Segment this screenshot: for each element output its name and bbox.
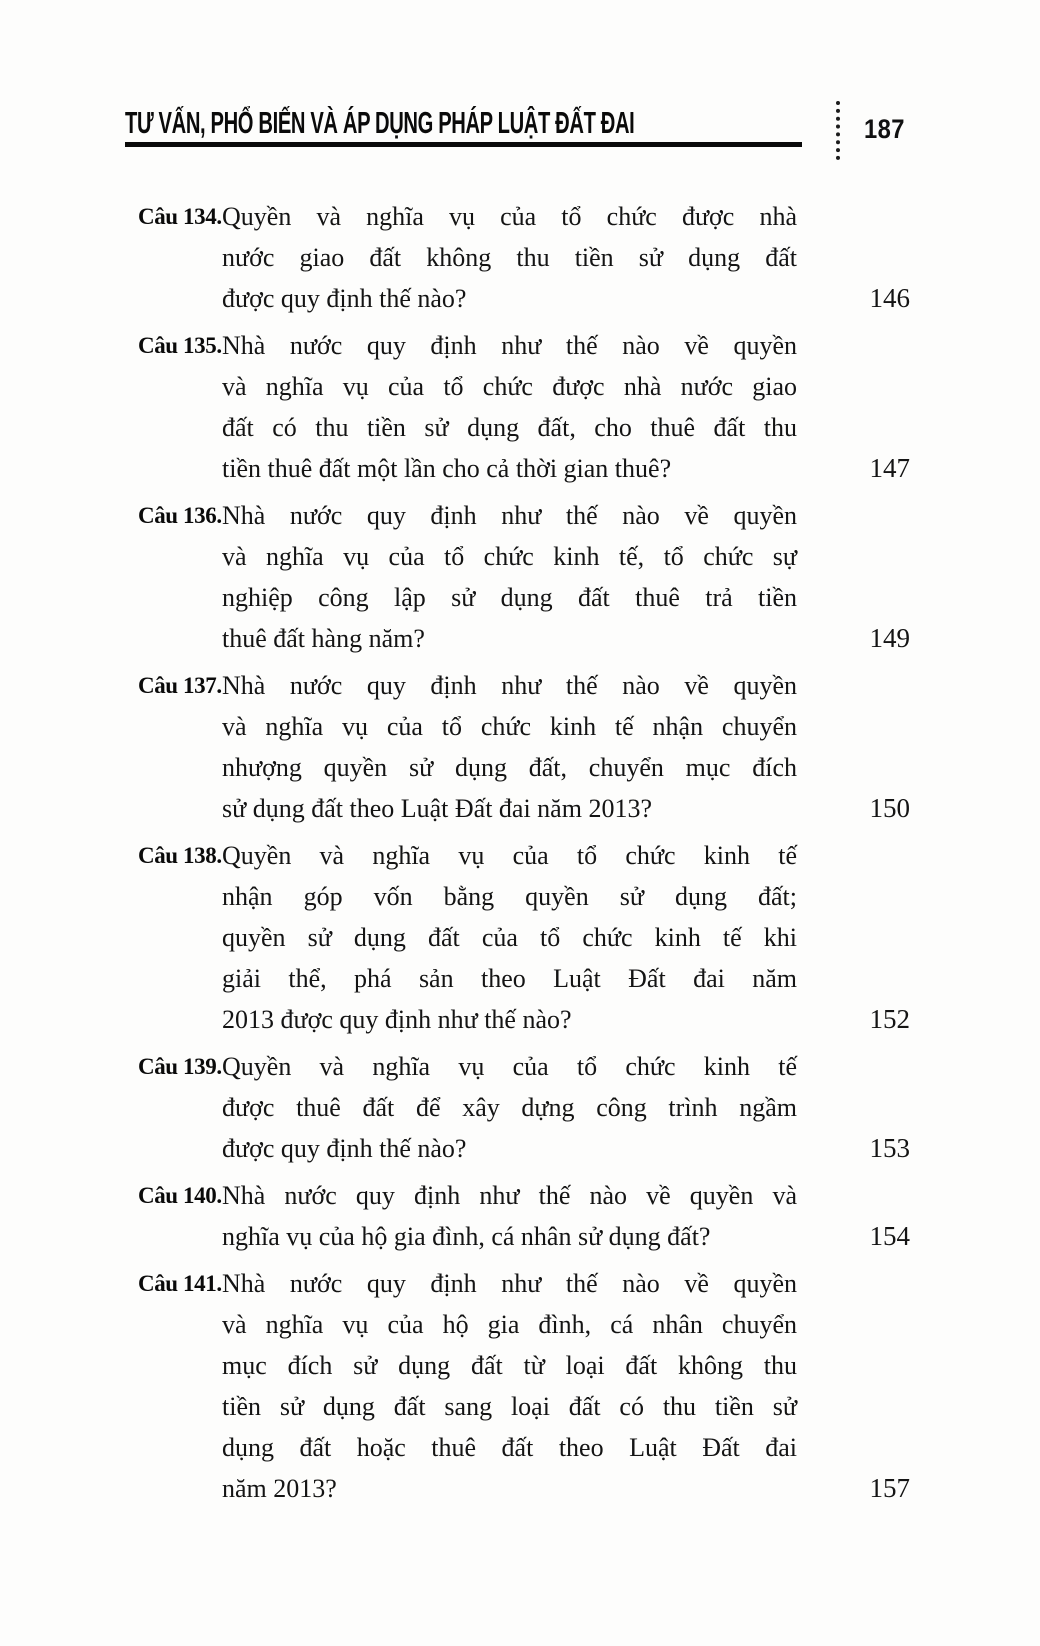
toc-entry-line: mục đích sử dụng đất từ loại đất không thu — [222, 1351, 797, 1380]
toc-entry-text — [222, 1263, 797, 1509]
toc-entry-line: được quy định thế nào? — [222, 1134, 467, 1163]
toc-entry-page-number: 154 — [869, 1221, 910, 1251]
toc-entry — [138, 1175, 910, 1257]
toc-entry-label: Câu 141. — [138, 1271, 222, 1296]
toc-entry-page-number: 146 — [869, 283, 910, 313]
toc-entry-label: Câu 135. — [138, 333, 222, 358]
toc-entry-line: Quyền và nghĩa vụ của tổ chức được nhà — [222, 202, 797, 231]
toc-entry-line: quyền sử dụng đất của tổ chức kinh tế khi — [222, 923, 797, 952]
toc-entry-page-number: 150 — [869, 793, 910, 823]
toc-entry — [138, 1046, 910, 1169]
toc-entry-line: nghiệp công lập sử dụng đất thuê trả tiền — [222, 583, 797, 612]
toc-entry-line: và nghĩa vụ của tổ chức kinh tế, tổ chức sự — [222, 542, 797, 571]
toc-entry-line: và nghĩa vụ của hộ gia đình, cá nhân chuyển — [222, 1310, 797, 1339]
toc-entry — [138, 835, 910, 1040]
toc-entry-page-number: 147 — [869, 453, 910, 483]
toc-entry-text — [222, 325, 797, 489]
toc-entry-line: tiền sử dụng đất sang loại đất có thu tiền sử — [222, 1392, 797, 1421]
toc-entry — [138, 665, 910, 829]
toc-entry-line: Nhà nước quy định như thế nào về quyền — [222, 1269, 797, 1298]
toc-entry — [138, 1263, 910, 1509]
toc-entry-line: Nhà nước quy định như thế nào về quyền và — [222, 1181, 797, 1210]
toc-entry-text — [222, 1175, 797, 1257]
toc-entry-label: Câu 139. — [138, 1054, 222, 1079]
toc-entry-line: Quyền và nghĩa vụ của tổ chức kinh tế — [222, 1052, 797, 1081]
header-page-number: 187 — [864, 114, 905, 144]
toc-entry-page-number: 153 — [869, 1133, 910, 1163]
toc-entry-label: Câu 136. — [138, 503, 222, 528]
toc-entry-line: nhận góp vốn bằng quyền sử dụng đất; — [222, 882, 797, 911]
dotted-divider-line — [836, 101, 840, 160]
book-title: TƯ VẤN, PHỔ BIẾN VÀ ÁP DỤNG PHÁP LUẬT ĐẤT ĐAI — [125, 106, 635, 140]
toc-entry-line: được quy định thế nào? — [222, 284, 467, 313]
toc-entry-page-number: 157 — [869, 1473, 910, 1503]
toc-entry-line: Nhà nước quy định như thế nào về quyền — [222, 331, 797, 360]
toc-entry-line: nghĩa vụ của hộ gia đình, cá nhân sử dụng đất? — [222, 1222, 711, 1251]
toc-entry-line: sử dụng đất theo Luật Đất đai năm 2013? — [222, 794, 652, 823]
toc-entry-label: Câu 137. — [138, 673, 222, 698]
toc-entry-label: Câu 134. — [138, 204, 222, 229]
toc-entry-line: giải thể, phá sản theo Luật Đất đai năm — [222, 964, 797, 993]
table-of-contents — [138, 196, 910, 1515]
toc-entry-line: Nhà nước quy định như thế nào về quyền — [222, 501, 797, 530]
toc-entry-page-number: 149 — [869, 623, 910, 653]
toc-entry-line: đất có thu tiền sử dụng đất, cho thuê đất thu — [222, 413, 797, 442]
toc-entry-page-number: 152 — [869, 1004, 910, 1034]
toc-entry-line: 2013 được quy định như thế nào? — [222, 1005, 572, 1034]
toc-entry-label: Câu 138. — [138, 843, 222, 868]
toc-entry-line: và nghĩa vụ của tổ chức được nhà nước giao — [222, 372, 797, 401]
toc-entry-line: được thuê đất để xây dựng công trình ngầm — [222, 1093, 797, 1122]
toc-entry — [138, 196, 910, 319]
toc-entry-line: tiền thuê đất một lần cho cả thời gian thuê? — [222, 454, 672, 483]
toc-entry-text — [222, 835, 797, 1040]
running-header — [0, 0, 1040, 170]
toc-entry-line: Nhà nước quy định như thế nào về quyền — [222, 671, 797, 700]
toc-entry-line: Quyền và nghĩa vụ của tổ chức kinh tế — [222, 841, 797, 870]
toc-entry-line: dụng đất hoặc thuê đất theo Luật Đất đai — [222, 1433, 797, 1462]
toc-entry-line: nước giao đất không thu tiền sử dụng đất — [222, 243, 797, 272]
toc-entry-label: Câu 140. — [138, 1183, 222, 1208]
toc-entry-text — [222, 1046, 797, 1169]
toc-entry — [138, 325, 910, 489]
title-underline — [125, 142, 802, 147]
toc-entry-line: nhượng quyền sử dụng đất, chuyển mục đích — [222, 753, 797, 782]
toc-entry-text — [222, 495, 797, 659]
toc-entry-line: và nghĩa vụ của tổ chức kinh tế nhận chuyển — [222, 712, 797, 741]
toc-entry-text — [222, 196, 797, 319]
toc-entry — [138, 495, 910, 659]
toc-entry-text — [222, 665, 797, 829]
toc-entry-line: năm 2013? — [222, 1474, 337, 1503]
toc-entry-line: thuê đất hàng năm? — [222, 624, 425, 653]
